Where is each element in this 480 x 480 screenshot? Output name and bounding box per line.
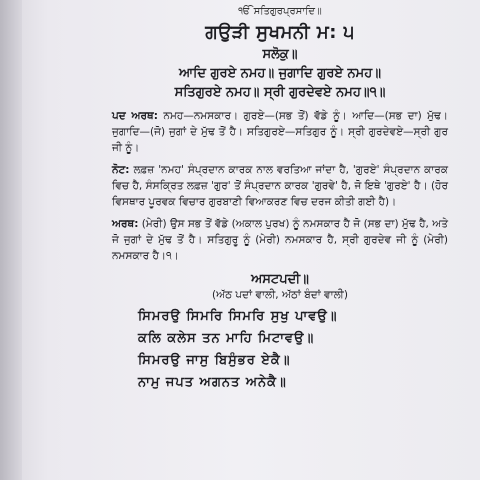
salok-heading: ਸਲੋਕੁ॥ xyxy=(262,47,298,62)
astpadi-heading: ਅਸਟਪਦੀ॥ xyxy=(251,272,309,287)
salok-line-1: ਆਦਿ ਗੁਰਏ ਨਮਹ॥ ਜੁਗਾਦਿ ਗੁਰਏ ਨਮਹ॥ xyxy=(179,66,381,81)
text-column xyxy=(112,6,448,394)
arth-label: ਅਰਥ: xyxy=(112,218,139,230)
book-spine xyxy=(0,0,22,480)
arth-paragraph xyxy=(112,216,448,264)
mool-mantar: ੴ ਸਤਿਗੁਰਪ੍ਰਸਾਦਿ॥ xyxy=(238,6,322,17)
astpadi-line-3: ਸਿਮਰਉ ਜਾਸੁ ਬਿਸੁੰਭਰ ਏਕੈ॥ xyxy=(138,353,291,368)
pad-arth-label: ਪਦ ਅਰਥ: xyxy=(112,110,158,122)
astpadi-line-4: ਨਾਮੁ ਜਪਤ ਅਗਨਤ ਅਨੇਕੈ॥ xyxy=(138,375,287,390)
pad-arth-paragraph xyxy=(112,108,448,156)
astpadi-line-1: ਸਿਮਰਉ ਸਿਮਰਿ ਸਿਮਰਿ ਸੁਖੁ ਪਾਵਉ॥ xyxy=(138,309,338,324)
note-label: ਨੋਟ: xyxy=(112,164,130,176)
astpadi-subtitle: (ਅੱਠ ਪਦਾਂ ਵਾਲੀ, ਅੱਠਾਂ ਬੰਦਾਂ ਵਾਲੀ) xyxy=(212,289,348,301)
pad-arth-text: ਨਮਹ—ਨਮਸਕਾਰ। ਗੁਰਏ—(ਸਭ ਤੋਂ) ਵੱਡੇ ਨੂੰ। ਆਦਿ—(ਸਭ ਦਾ) ਮੁੱਢ। ਜੁਗਾਦਿ—(ਜੋ) ਜੁਗਾਂ ਦੇ ਮੁੱਢ ਤੋਂ ਹੈ। ਸਤਿਗੁਰਏ—ਸਤਿਗੁਰ ਨੂੰ। ਸ੍ਰੀ ਗੁਰਦੇਵਏ—ਸ੍ਰੀ ਗੁਰ ਜੀ ਨੂੰ। xyxy=(112,110,448,154)
note-text: ਲਫ਼ਜ਼ 'ਨਮਹ' ਸੰਪ੍ਰਦਾਨ ਕਾਰਕ ਨਾਲ ਵਰਤਿਆ ਜਾਂਦਾ ਹੈ, 'ਗੁਰਏ' ਸੰਪ੍ਰਦਾਨ ਕਾਰਕ ਵਿਚ ਹੈ, ਸੰਸਕ੍ਰਿਤ ਲਫ਼ਜ਼ 'ਗੁਰ' ਤੋਂ ਸੰਪ੍ਰਦਾਨ ਕਾਰਕ 'ਗੁਰਵੇ' ਹੈ, ਜੋ ਇਥੇ 'ਗੁਰਏ' ਹੈ। (ਹੋਰ ਵਿਸਥਾਰ ਪੂਰਵਕ ਵਿਚਾਰ ਗੁਰਬਾਣੀ ਵਿਆਕਰਣ ਵਿਚ ਦਰਜ ਕੀਤੀ ਗਈ ਹੈ)। xyxy=(112,164,448,208)
salok-line-2: ਸਤਿਗੁਰਏ ਨਮਹ॥ ਸ੍ਰੀ ਗੁਰਦੇਵਏ ਨਮਹ॥੧॥ xyxy=(174,85,386,100)
page-title: ਗਉੜੀ ਸੁਖਮਨੀ ਮ: ੫ xyxy=(205,22,355,43)
arth-text: (ਮੇਰੀ) ਉਸ ਸਭ ਤੋਂ ਵੱਡੇ (ਅਕਾਲ ਪੁਰਖ) ਨੂੰ ਨਮਸਕਾਰ ਹੈ ਜੋ (ਸਭ ਦਾ) ਮੁੱਢ ਹੈ, ਅਤੇ ਜੋ ਜੁਗਾਂ ਦੇ ਮੁੱਢ ਤੋਂ ਹੈ। ਸਤਿਗੁਰੂ ਨੂੰ (ਮੇਰੀ) ਨਮਸਕਾਰ ਹੈ, ਸ੍ਰੀ ਗੁਰਦੇਵ ਜੀ ਨੂੰ (ਮੇਰੀ) ਨਮਸਕਾਰ ਹੈ।੧। xyxy=(112,218,448,262)
note-paragraph xyxy=(112,162,448,210)
astpadi-line-2: ਕਲਿ ਕਲੇਸ ਤਨ ਮਾਹਿ ਮਿਟਾਵਉ॥ xyxy=(138,331,315,346)
